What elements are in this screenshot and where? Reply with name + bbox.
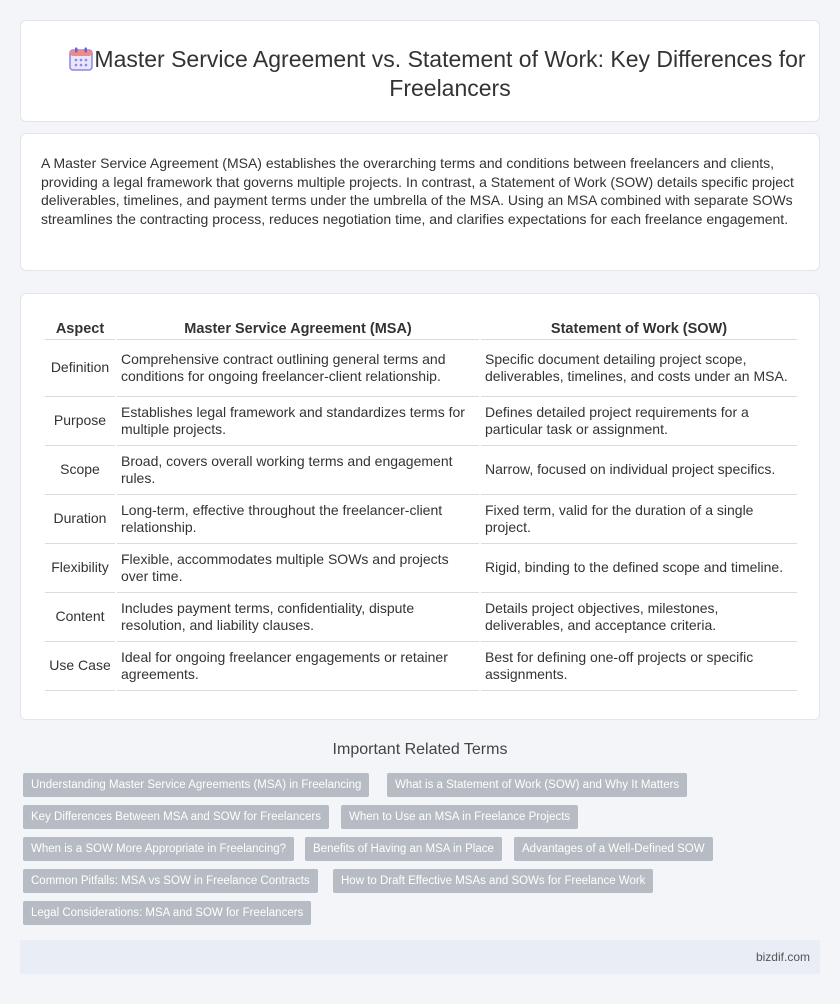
row-msa: Ideal for ongoing freelancer engagements or retainer agreements. [117, 642, 479, 691]
table-row [45, 340, 797, 397]
intro-card [20, 133, 820, 271]
related-tag[interactable]: Key Differences Between MSA and SOW for Freelancers [23, 805, 329, 829]
row-sow: Defines detailed project requirements for a particular task or assignment. [481, 397, 797, 446]
related-tag[interactable]: When to Use an MSA in Freelance Projects [341, 805, 578, 829]
table-row [45, 495, 797, 544]
row-aspect: Use Case [45, 642, 115, 691]
row-aspect: Flexibility [45, 544, 115, 593]
page-title: Master Service Agreement vs. Statement of Work: Key Differences for Freelancers [94, 46, 806, 101]
row-sow: Rigid, binding to the defined scope and timeline. [481, 544, 797, 593]
header-sow: Statement of Work (SOW) [481, 314, 797, 340]
related-tag[interactable]: Benefits of Having an MSA in Place [305, 837, 502, 861]
row-msa: Flexible, accommodates multiple SOWs and projects over time. [117, 544, 479, 593]
table-header-row [45, 314, 797, 340]
related-tag[interactable]: Advantages of a Well-Defined SOW [514, 837, 713, 861]
row-aspect: Purpose [45, 397, 115, 446]
row-aspect: Duration [45, 495, 115, 544]
row-msa: Comprehensive contract outlining general terms and conditions for ongoing freelancer-client relationship. [117, 340, 479, 397]
row-msa: Establishes legal framework and standardizes terms for multiple projects. [117, 397, 479, 446]
related-tag[interactable]: What is a Statement of Work (SOW) and Why It Matters [387, 773, 687, 797]
row-sow: Details project objectives, milestones, deliverables, and acceptance criteria. [481, 593, 797, 642]
related-tag[interactable]: Common Pitfalls: MSA vs SOW in Freelance Contracts [23, 869, 318, 893]
header-aspect: Aspect [45, 314, 115, 340]
row-aspect: Definition [45, 340, 115, 397]
table-row [45, 397, 797, 446]
related-tag[interactable]: When is a SOW More Appropriate in Freelancing? [23, 837, 294, 861]
row-aspect: Content [45, 593, 115, 642]
row-sow: Narrow, focused on individual project specifics. [481, 446, 797, 495]
comparison-table-card [20, 293, 820, 720]
table-row [45, 593, 797, 642]
related-tag[interactable]: Understanding Master Service Agreements (MSA) in Freelancing [23, 773, 369, 797]
footer-site[interactable]: bizdif.com [755, 950, 810, 964]
row-msa: Includes payment terms, confidentiality, dispute resolution, and liability clauses. [117, 593, 479, 642]
related-tag[interactable]: Legal Considerations: MSA and SOW for Freelancers [23, 901, 311, 925]
comparison-table [43, 314, 799, 691]
row-sow: Best for defining one-off projects or specific assignments. [481, 642, 797, 691]
table-row [45, 544, 797, 593]
table-row [45, 446, 797, 495]
row-sow: Specific document detailing project scope, deliverables, timelines, and costs under an MSA. [481, 340, 797, 397]
related-tag[interactable]: How to Draft Effective MSAs and SOWs for Freelance Work [333, 869, 653, 893]
row-msa: Broad, covers overall working terms and engagement rules. [117, 446, 479, 495]
related-terms-heading: Important Related Terms [332, 741, 508, 758]
footer [20, 940, 820, 974]
table-row [45, 642, 797, 691]
row-msa: Long-term, effective throughout the freelancer-client relationship. [117, 495, 479, 544]
intro-paragraph: A Master Service Agreement (MSA) establishes the overarching terms and conditions between freelancers and clients, providing a legal framework that governs multiple projects. In contrast, a Statement of Work (SOW) details specific project deliverables, timelines, and payment terms under the umbrella of the MSA. Using an MSA combined with separate SOWs streamlines the contracting process, reduces negotiation time, and clarifies expectations for each freelance engagement. [41, 155, 794, 227]
row-aspect: Scope [45, 446, 115, 495]
row-sow: Fixed term, valid for the duration of a single project. [481, 495, 797, 544]
header-msa: Master Service Agreement (MSA) [117, 314, 479, 340]
title-card [20, 20, 820, 122]
